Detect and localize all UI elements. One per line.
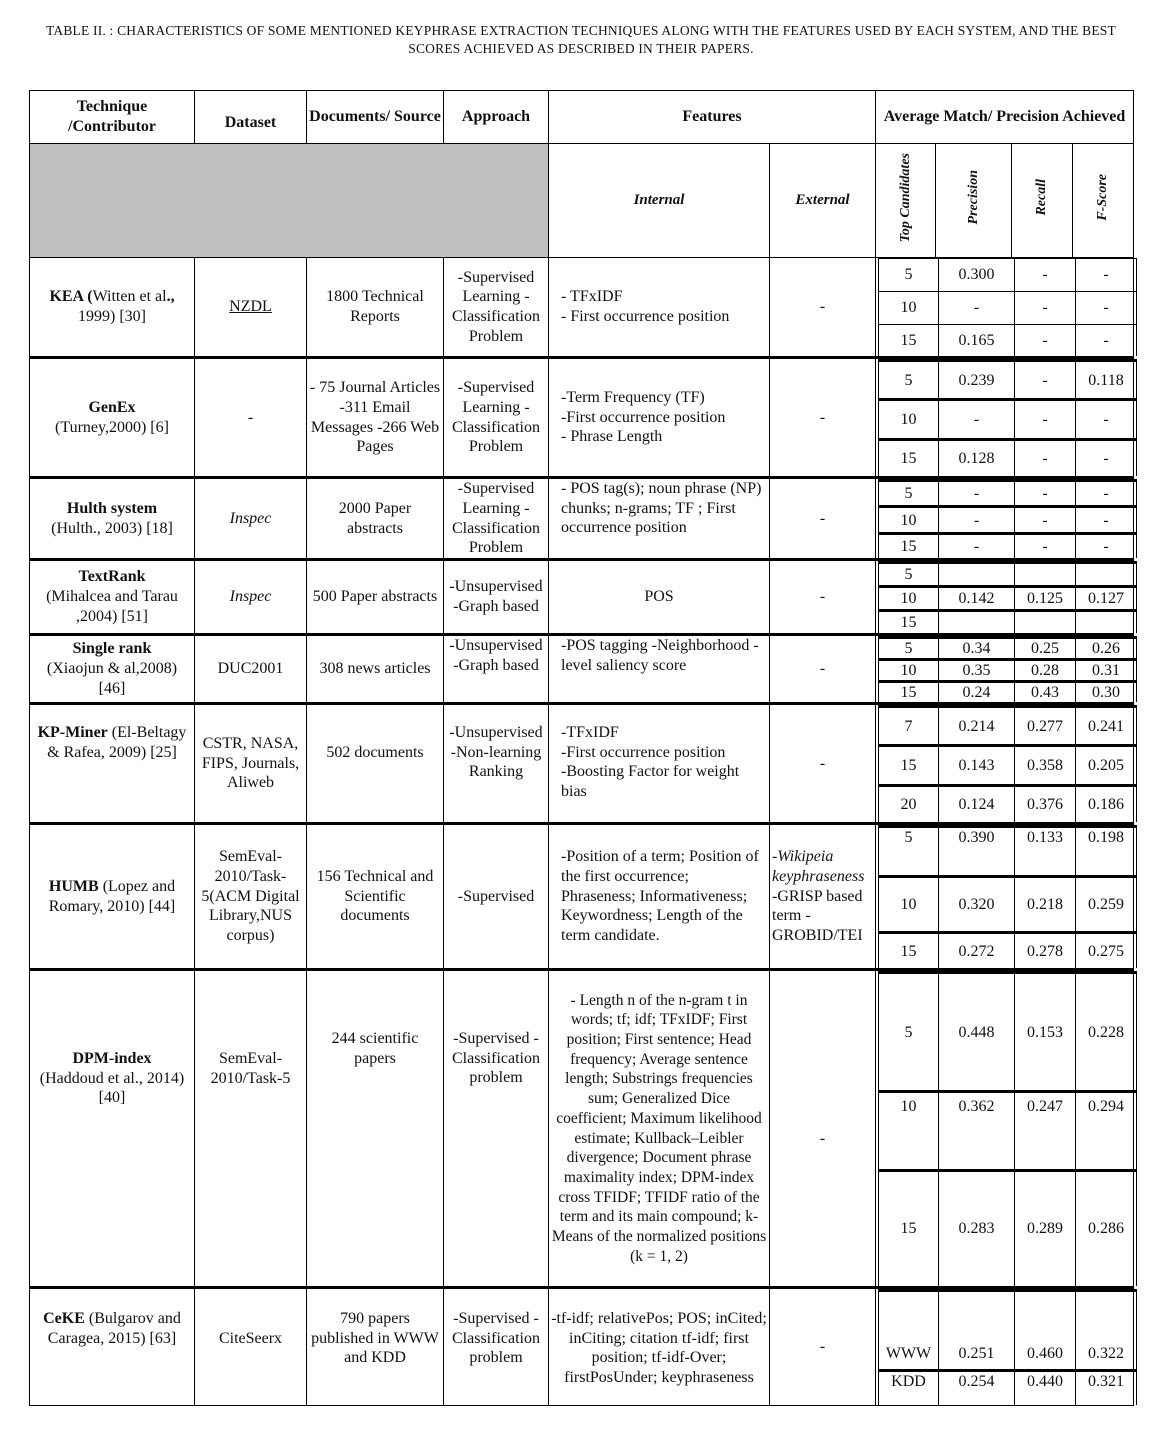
header-external: External [770, 144, 876, 258]
scores-cell: 5 0.34 0.25 0.26 10 0.35 0.28 0.31 15 0.24 0.43 0.30 [876, 635, 1134, 704]
scores-cell: 5 0.300 - - 10 - - - 15 0.165 - - [876, 258, 1134, 358]
table-row: DPM-index (Haddoud et al., 2014) [40] SemEval-2010/Task-5 244 scientific papers -Supervised -Classification problem - Length n of the n-gram t in words; tf; idf; TFxIDF; First position; First sentence; Head frequency; Average sentence length; Substrings frequencies sum; Generalized Dice coefficient; Maximum likelihood estimate; Kullback–Leibler divergence; Document phrase maximality index; DPM-index cross TFIDF; TFIDF ratio of the term and its main compound; k-Means of the normalized positions (k = 1, 2) - 5 0.448 0.153 0.228 10 0.362 0.247 0.294 15 0.283 0.289 0.286 [30, 970, 1134, 1288]
header-internal: Internal [549, 144, 770, 258]
table-row: HUMB (Lopez and Romary, 2010) [44] SemEval-2010/Task-5(ACM Digital Library,NUS corpus) 156 Technical and Scientific documents -Supervised -Position of a term; Position of the first occurrence; Phraseness; Informativeness; Keywordness; Length of the term candidate. -Wikipeia keyphraseness -GRISP based term -GROBID/TEI 5 0.390 0.133 0.198 10 0.320 0.218 0.259 15 0.272 0.278 0.275 [30, 824, 1134, 970]
table-row: KP-Miner (El-Beltagy & Rafea, 2009) [25] CSTR, NASA, FIPS, Journals, Aliweb 502 documents -Unsupervised -Non-learning Ranking -TFxIDF -First occurrence position -Boosting Factor for weight bias - 7 0.214 0.277 0.241 15 0.143 0.358 0.205 20 0.124 0.376 0.186 [30, 704, 1134, 824]
scores-cell: 5 0.239 - 0.118 10 - - - 15 0.128 - - [876, 358, 1134, 478]
scores-cell: WWW 0.251 0.460 0.322 KDD 0.254 0.440 0.321 [876, 1288, 1134, 1406]
table-row: CeKE (Bulgarov and Caragea, 2015) [63] CiteSeerx 790 papers published in WWW and KDD -Supervised -Classification problem -tf-idf; relativePos; POS; inCited; inCiting; citation tf-idf; first position; tf-idf-Over; firstPosUnder; keyphraseness - WWW 0.251 0.460 0.322 KDD 0.254 0.440 0.321 [30, 1288, 1134, 1406]
header-approach: Approach [444, 91, 549, 144]
header-dataset: Dataset [195, 91, 307, 144]
characteristics-table [29, 90, 1134, 1406]
table-caption [20, 22, 1142, 58]
scores-cell: 5 10 0.142 0.125 0.127 15 [876, 560, 1134, 635]
caption-text: : CHARACTERISTICS OF SOME MENTIONED KEYPHRASE EXTRACTION TECHNIQUES ALONG WITH THE FEATURES USED BY EACH SYSTEM, AND THE BEST SCORES ACHIEVED AS DESCRIBED IN THEIR PAPERS. [109, 23, 1116, 56]
table-row: GenEx (Turney,2000) [6] - - 75 Journal Articles -311 Email Messages -266 Web Pages -Supervised Learning -Classification Problem -Term Frequency (TF) -First occurrence position - Phrase Length - 5 0.239 - 0.118 10 - - - 15 0.128 - - [30, 358, 1134, 478]
scores-cell: 5 - - - 10 - - - 15 - - - [876, 478, 1134, 560]
header-features: Features [549, 91, 876, 144]
header-precision: Precision [965, 170, 981, 225]
grey-spacer [30, 144, 549, 258]
header-recall: Recall [1034, 179, 1049, 216]
table-row: KEA (Witten et al., 1999) [30] NZDL 1800 Technical Reports -Supervised Learning -Classification Problem - TFxIDF - First occurrence position - 5 0.300 - - 10 - - - 15 0.165 - - [30, 258, 1134, 358]
scores-cell: 7 0.214 0.277 0.241 15 0.143 0.358 0.205 20 0.124 0.376 0.186 [876, 704, 1134, 824]
table-row: Hulth system (Hulth., 2003) [18] Inspec 2000 Paper abstracts -Supervised Learning -Classification Problem - POS tag(s); noun phrase (NP) chunks; n-grams; TF ; First occurrence position - 5 - - - 10 - - - 15 - - - [30, 478, 1134, 560]
caption-label: TABLE II. [46, 23, 106, 38]
table-row: Single rank (Xiaojun & al,2008) [46] DUC2001 308 news articles -Unsupervised -Graph based -POS tagging -Neighborhood -level saliency score - 5 0.34 0.25 0.26 10 0.35 0.28 0.31 15 0.24 0.43 0.30 [30, 635, 1134, 704]
scores-cell: 5 0.448 0.153 0.228 10 0.362 0.247 0.294 15 0.283 0.289 0.286 [876, 970, 1134, 1288]
header-top: Top Candidates [897, 152, 913, 243]
header-documents: Documents/ Source [307, 91, 444, 144]
header-technique: Technique /Contributor [30, 91, 195, 144]
scores-cell: 5 0.390 0.133 0.198 10 0.320 0.218 0.259 15 0.272 0.278 0.275 [876, 824, 1134, 970]
header-average: Average Match/ Precision Achieved [876, 91, 1134, 144]
header-fscore: F-Score [1095, 174, 1110, 221]
table-row: TextRank (Mihalcea and Tarau ,2004) [51] Inspec 500 Paper abstracts -Unsupervised -Graph based POS - 5 10 0.142 0.125 0.127 15 [30, 560, 1134, 635]
